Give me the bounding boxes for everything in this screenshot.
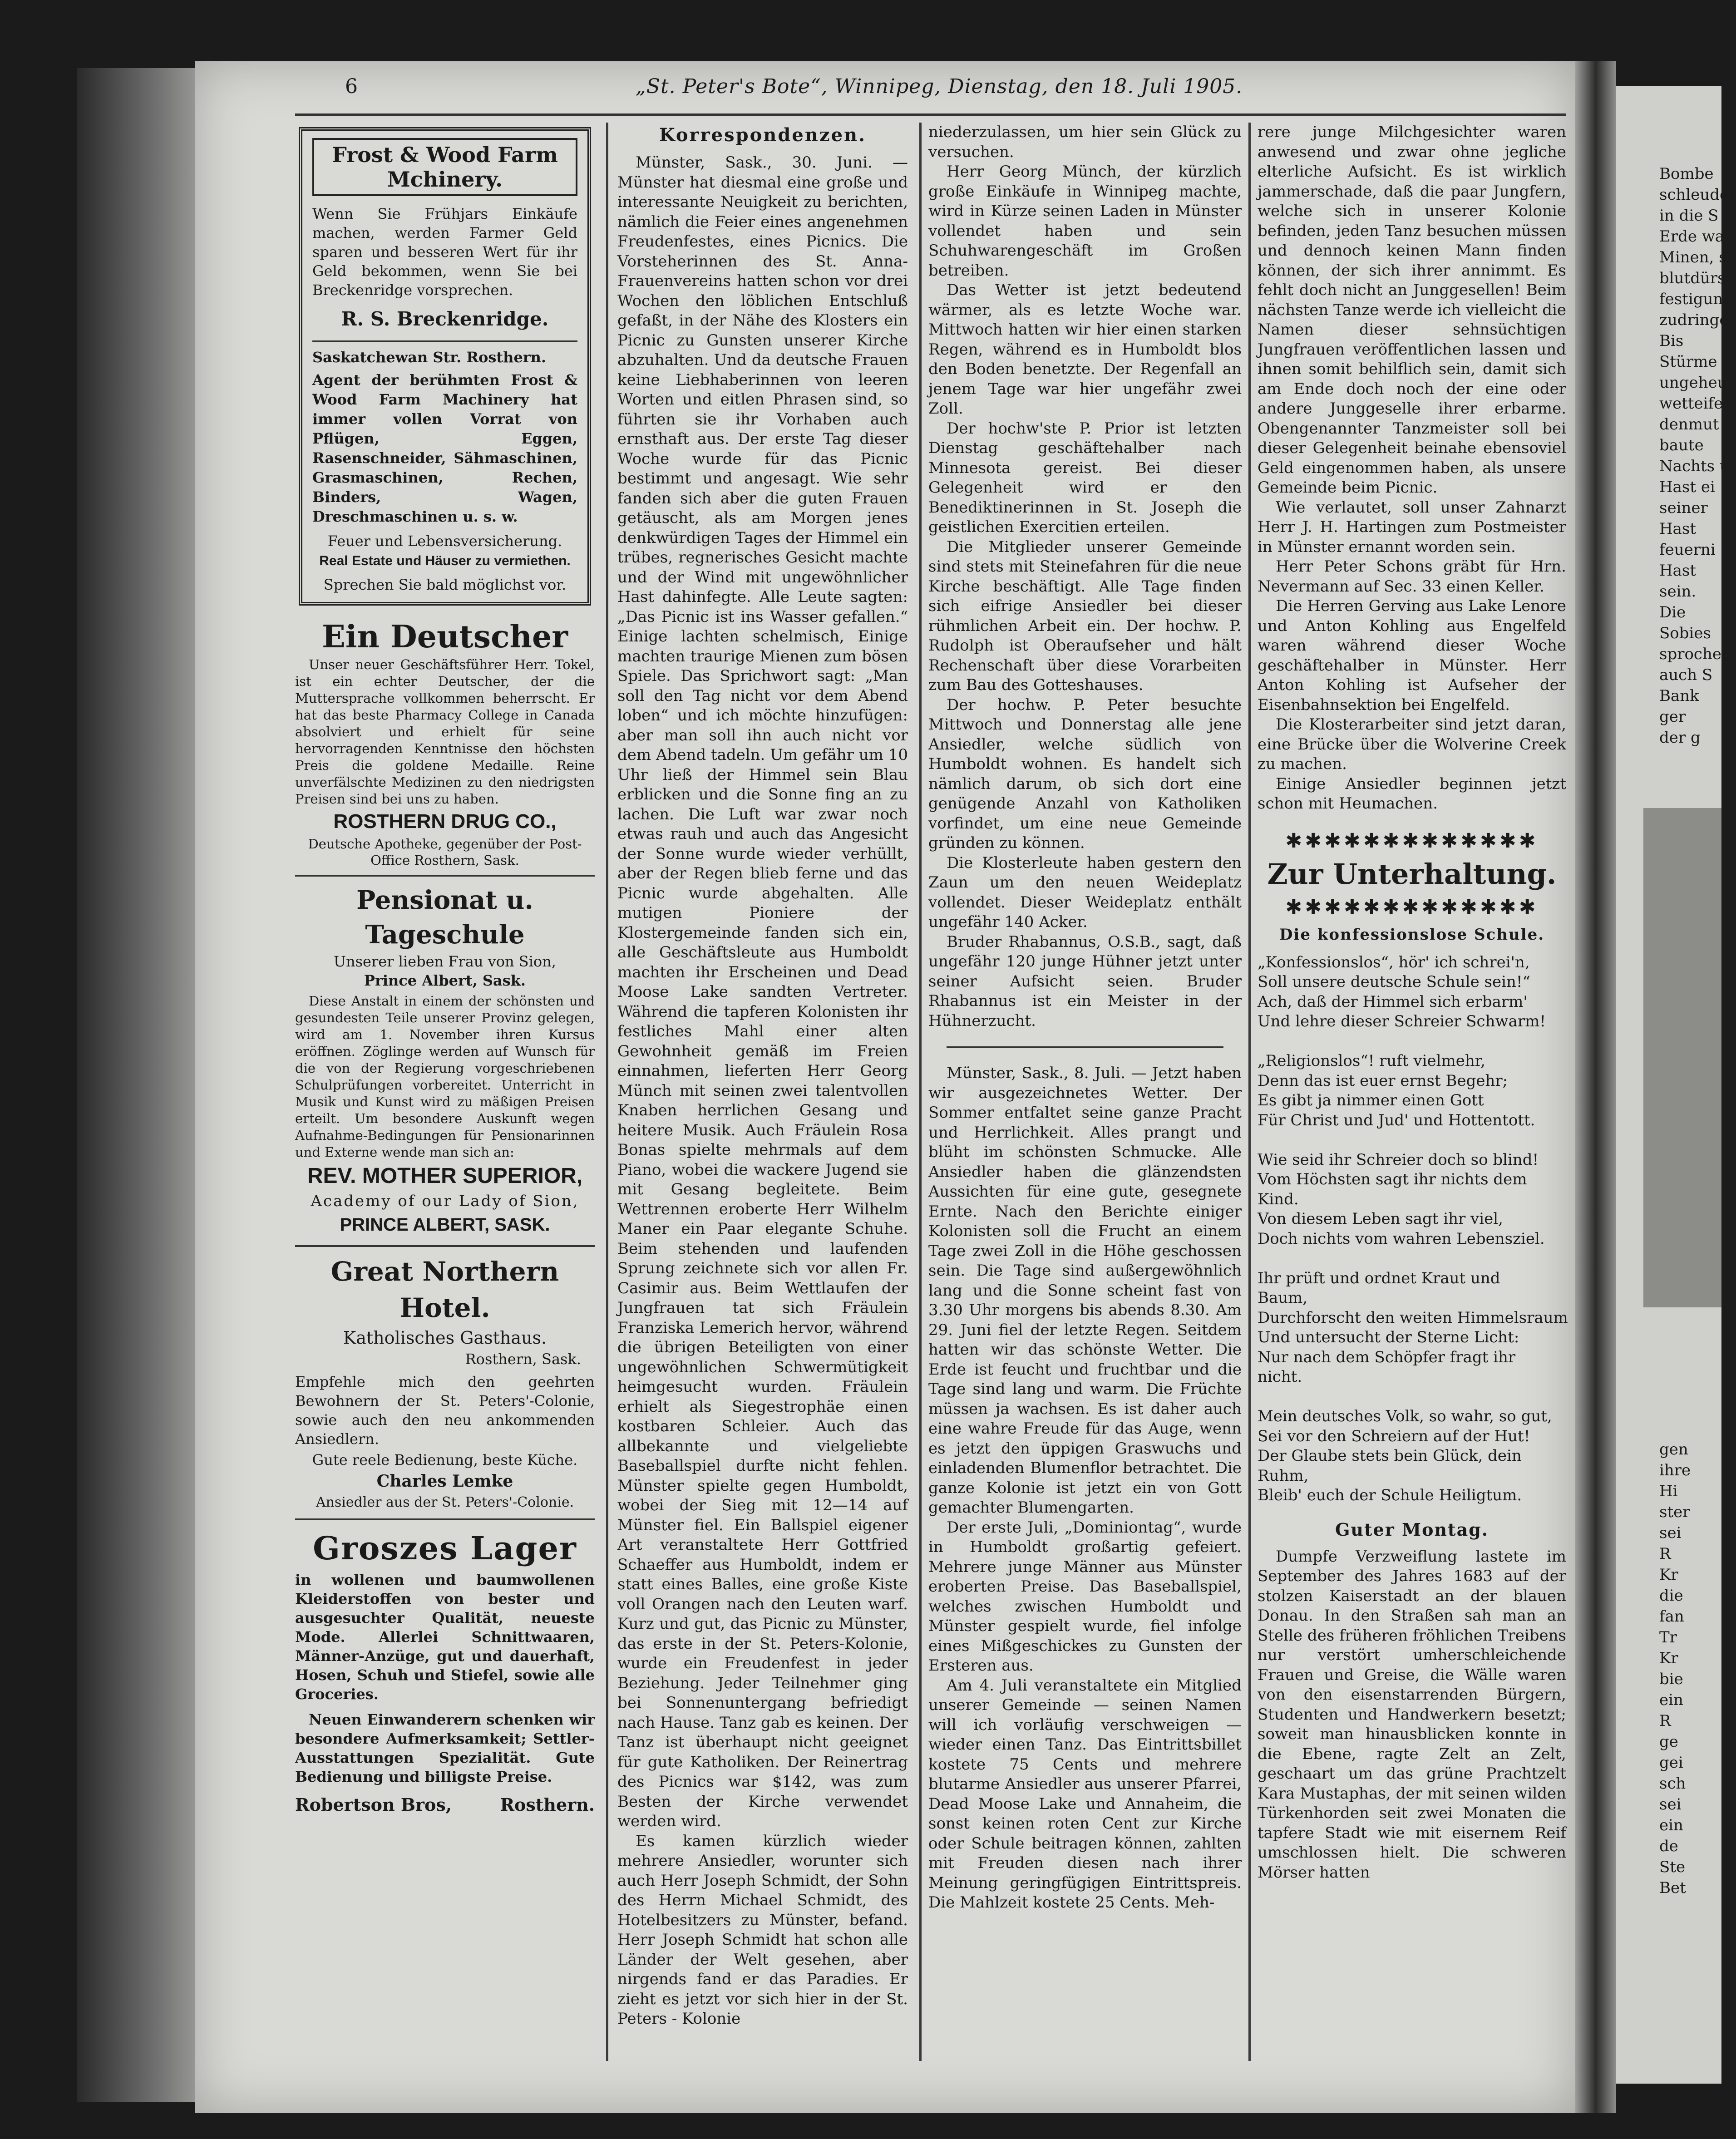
next-page-fragment-line: Hast ei — [1659, 478, 1715, 496]
next-page-fragment-top — [1659, 163, 1736, 748]
next-page-fragment-line: in die S — [1659, 207, 1719, 225]
book-binding-shadow — [77, 68, 200, 2102]
ad-subtitle: Katholisches Gasthaus. — [343, 1328, 547, 1348]
article-paragraph: Bruder Rhabannus, O.S.B., sagt, daß ungefähr 120 junge Hühner jetzt unter seiner Aufsicht seien. Bruder Rhabannus ist ein Meister in der Hühnerzucht. — [928, 932, 1242, 1030]
article-paragraph: Der hochw. P. Peter besuchte Mittwoch und Donnerstag alle jene Ansiedler, welche südlich von Humboldt wohnen. Es handelt sich nämlich darum, ob sich dort eine genügende Anzahl von Katholiken vorfindet, um eine neue Gemeinde gründen zu können. — [928, 695, 1242, 852]
correspondence-text — [617, 153, 908, 2029]
ad-title: Groszes Lager — [313, 1529, 577, 1567]
page-number: 6 — [345, 75, 358, 98]
ad-offer: Neuen Einwanderern schenken wir besondere Aufmerksamkeit; Settler-Ausstattungen Spezialität. Gute Bedienung und billigste Preise. — [295, 1711, 595, 1785]
header-rule — [295, 113, 1566, 116]
correspondence-column-1 — [617, 123, 908, 2061]
book-gutter — [1575, 61, 1616, 2113]
poem-line: Es gibt ja nimmer einen Gott — [1258, 1091, 1484, 1109]
poem-line: Sei vor den Schreiern auf der Hut! — [1258, 1427, 1530, 1445]
ornamental-border: ✱✱✱✱✱✱✱✱✱✱✱✱✱ — [1285, 829, 1539, 853]
article-divider — [947, 1046, 1223, 1048]
column-rule — [1248, 123, 1251, 2061]
article-paragraph: Die Herren Gerving aus Lake Lenore und Anton Kohling aus Engelfeld waren während dieser Woche geschäftehalber in Münster. Herr Anton Kohling ist Aufseher der Eisenbahnsektion bei Engelfeld. — [1258, 597, 1566, 714]
article-paragraph: Es kamen kürzlich wieder mehrere Ansiedler, worunter sich auch Herr Joseph Schmidt, der Sohn des Herrn Michael Schmidt, des Hotelbesitzers zu Münster, befand. Herr Joseph Schmidt hat schon alle Länder der Welt gesehen, aber nirgends fand er das Paradies. Er zieht es jetzt vor sich hier in der St. Peters - Kolonie — [617, 1832, 908, 2028]
ad-city: PRINCE ALBERT, SASK. — [340, 1215, 550, 1235]
ornamental-border: ✱✱✱✱✱✱✱✱✱✱✱✱✱ — [1285, 895, 1539, 919]
ad-merchant-town: Rosthern. — [500, 1794, 595, 1815]
next-page-fragment-bottom — [1659, 1439, 1723, 1898]
next-page-fragment-line: festigung — [1659, 290, 1733, 308]
poem-line: Vom Höchsten sagt ihr nichts dem — [1258, 1170, 1527, 1188]
ad-real-estate: Real Estate und Häuser zu vermiethen. — [319, 553, 571, 568]
next-page-fragment-line: ger — [1659, 708, 1686, 726]
column-rule — [919, 123, 922, 2061]
next-page-fragment-line: Hast — [1659, 520, 1697, 538]
ad-contact: REV. MOTHER SUPERIOR, — [307, 1164, 583, 1188]
next-page-fragment-line: ein — [1659, 1816, 1683, 1834]
article-paragraph: Herr Peter Schons gräbt für Hrn. Nevermann auf Sec. 33 einen Keller. — [1258, 557, 1566, 596]
next-page-fragment-line: der g — [1659, 729, 1701, 747]
ad-name: R. S. Breckenridge. — [341, 308, 549, 330]
next-page-fragment-line: ungeheu — [1659, 374, 1727, 392]
next-page-fragment-line: schleuder — [1659, 186, 1736, 204]
correspondence-column-2 — [928, 123, 1242, 2061]
hotel-ad — [295, 1253, 595, 1520]
article-paragraph: rere junge Milchgesichter waren anwesend und zwar ohne jegliche elterliche Aufsicht. Es ist wirklich jammerschade, daß die paar Jungfern, welche sich in unserer Kolonie befinden, jeden Tanz besuchen müssen und dennoch keinen Mann finden können, der sich ihrer annimmt. Es fehlt doch nicht an Junggesellen! Beim nächsten Tanze werde ich vielleicht die Namen dieser sehnsüchtigen Jungfrauen veröffentlichen lassen und ihnen somit behilflich sein, damit sich am Ende doch noch der eine oder andere Junggeselle ihrer erbarme. Obengenannter Tanzmeister soll bei dieser Gelegenheit beinahe ebensoviel Geld eingenommen haben, als unsere Gemeinde beim Picnic. — [1258, 123, 1566, 497]
next-page-fragment-line: ein — [1659, 1691, 1683, 1709]
next-page-fragment-line: R — [1659, 1545, 1671, 1563]
poem-line: „Religionslos“! ruft vielmehr, — [1258, 1052, 1486, 1070]
ad-place: Rosthern, Sask. — [465, 1350, 581, 1368]
poem-line: Denn das ist euer ernst Begehr; — [1258, 1071, 1508, 1090]
next-page-fragment-line: baute — [1659, 436, 1704, 454]
article-paragraph: Münster, Sask., 30. Juni. — Münster hat diesmal eine große und interessante Neuigkeit zu berichten, nämlich die Feier eines angenehmen Freudenfestes, eines Picnics. Die Vorsteherinnen des St. Anna-Frauenvereins hatten schon vor drei Wochen den löblichen Entschluß gefaßt, in der Nähe des Klosters ein Picnic zu Gunsten unserer Kirche abzuhalten. Und da deutsche Frauen keine Liebhaberinnen von leeren Worten und eitlen Phrasen sind, so führten sie ihr Vorhaben auch ernsthaft aus. Der erste Tag dieser Woche wurde für das Picnic bestimmt und angesagt. Wie sehr fanden sich aber die guten Frauen getäuscht, als am Morgen jenes denkwürdigen Tages der Himmel ein trübes, regnerisches Gesicht machte und der Wind mit ungewöhnlicher Hast dahinfegte. Alle Leute sagten: „Das Picnic ist ins Wasser gefallen.“ Einige lachten schelmisch, Einige machten traurige Mienen zum bösen Spiele. Das Sprichwort sagt: „Man soll den Tag nicht vor dem Abend loben“ und ich möchte hinzufügen: aber man soll ihn auch nicht vor dem Abend tadeln. Um gefähr um 10 Uhr ließ der Himmel sein Blau erblicken und die Sonne fing an zu lachen. Die Luft war zwar noch etwas rauh und auch das Angesicht der Sonne wurde wieder verhüllt, aber der Regen blieb ferne und das Picnic wurde abgehalten. Alle mutigen Pioniere der Klostergemeinde fanden sich ein, alle Geschäftsleute aus Humboldt machten ihr Erscheinen und Dead Moose Lake sandten Vertreter. Während die tapferen Kolonisten ihr festliches Mahl einer alten Gewohnheit gemäß im Freien einnahmen, lieferten Herr Georg Münch mit seinen zwei talentvollen Knaben herrlichen Gesang und heitere Musik. Auch Fräulein Rosa Bonas spielte mehrmals auf dem Piano, wobei die wackere Jugend sie mit Gesang begleitete. Beim Wettrennen eroberte Herr Wilhelm Maner ein Paar elegante Schuhe. Beim stehenden und laufenden Sprung zeichnete sich vor allen Fr. Casimir aus. Beim Wettlaufen der Jungfrauen tat sich Fräulein Franziska Lemerich hervor, während die übrigen Beteiligten von einer ungewöhnlichen Schwermütigkeit heimgesucht wurden. Fräulein erhielt als Siegestrophäe einen kostbaren Schleier. Auch das allbekannte und vielgeliebte Baseballspiel durfte nicht fehlen. Münster spielte gegen Humboldt, wobei der Sieg mit 12—14 auf Münster fiel. Ein Ballspiel eigener Art veranstaltete Herr Gottfried Schaeffer aus Humboldt, indem er statt eines Balles, eine große Kiste voll Orangen nach den Leuten warf. Kurz und gut, das Picnic zu Münster, das erste in der St. Peters-Kolonie, wurde ein Freudenfest in jeder Beziehung. Jeder Teilnehmer ging bei Sonnenuntergang befriedigt nach Hause. Tanz gab es keinen. Der Tanz ist überhaupt nicht geeignet für gute Katholiken. Der Reinertrag des Picnics war $142, was zum Besten der Kirche verwendet werden wird. — [617, 153, 908, 1830]
ad-address: Deutsche Apotheke, gegenüber der Post-Office Rosthern, Sask. — [308, 836, 582, 868]
poem-line — [1258, 1130, 1566, 1150]
story-text — [1258, 1547, 1566, 1883]
next-page-fragment-line: Bank — [1659, 687, 1699, 705]
poem-line: Wie seid ihr Schreier doch so blind! — [1258, 1150, 1539, 1169]
article-paragraph: Am 4. Juli veranstaltete ein Mitglied unserer Gemeinde — seinen Namen will ich vorläufig verschweigen — wieder einen Tanz. Das Eintrittsbillet kostete 75 Cents und mehrere blutarme Ansiedler aus unserer Pfarrei, Dead Moose Lake und Annaheim, die sonst keinen roten Cent zur Kirche oder Schule beitragen können, zahlten mit Freuden diesen nach ihrer Meinung geringfügigen Eintrittspreis. Die Mahlzeit kostete 25 Cents. Meh- — [928, 1676, 1242, 1912]
article-paragraph: Herr Georg Münch, der kürzlich große Einkäufe in Winnipeg machte, wird in Kürze seinen Laden in Münster vollendet haben und sein Schuhwarengeschäft im Großen betreiben. — [928, 163, 1242, 280]
ad-place: Prince Albert, Sask. — [364, 972, 526, 989]
next-page-fragment-line: sprochen — [1659, 645, 1731, 663]
next-page-fragment-line: ge — [1659, 1733, 1678, 1751]
section-banner: Zur Unterhaltung. — [1267, 857, 1557, 891]
next-page-fragment-line: R — [1659, 1712, 1671, 1730]
next-page-illustration — [1643, 808, 1721, 1307]
next-page-fragment-line: Nachts u — [1659, 457, 1730, 475]
poem-line: Und untersucht der Sterne Licht: — [1258, 1328, 1519, 1346]
article-paragraph: Die Mitglieder unserer Gemeinde sind stets mit Steinefahren für die neue Kirche beschäftigt. Alle Tage finden sich eifrige Ansiedler bei dieser rühmlichen Arbeit ein. Der hochw. P. Rudolph ist Oberaufseher und hält Rechenschaft über diese Vorarbeiten zum Bau des Gotteshauses. — [928, 537, 1242, 694]
story-title: Guter Montag. — [1335, 1519, 1489, 1540]
next-page-fragment-line: bie — [1659, 1670, 1683, 1688]
article-paragraph: Wie verlautet, soll unser Zahnarzt Herr J. H. Hartingen zum Postmeister in Münster ernannt worden sein. — [1258, 498, 1566, 556]
next-page-fragment-line: Minen, s — [1659, 248, 1727, 266]
article-paragraph: Der hochw'ste P. Prior ist letzten Dienstag geschäftehalber nach Minnesota gereist. Bei dieser Gelegenheit wird er den Benediktinerinnen in St. Joseph die geistlichen Exercitien erteilen. — [928, 419, 1242, 536]
next-page-fragment-line: Bet — [1659, 1879, 1686, 1897]
next-page-fragment-line: gen — [1659, 1440, 1688, 1459]
next-page-fragment-line: ihre — [1659, 1461, 1691, 1479]
next-page-fragment-line: sei — [1659, 1795, 1682, 1814]
next-page-fragment-line: sch — [1659, 1774, 1686, 1793]
next-page-fragment-line: sein. — [1659, 582, 1697, 601]
poem-line: Soll unsere deutsche Schule sein!“ — [1258, 973, 1530, 991]
ad-body: Empfehle mich den geehrten Bewohnern der St. Peters'-Colonie, sowie auch den neu ankommenden Ansiedlern. — [295, 1373, 595, 1448]
poem-line: Mein deutsches Volk, so wahr, so gut, — [1258, 1407, 1552, 1425]
ad-service: Gute reele Bedienung, beste Küche. — [312, 1451, 578, 1469]
ad-title: Frost & Wood Farm Mchinery. — [312, 138, 577, 196]
poem-line — [1258, 1387, 1566, 1407]
next-page-fragment-line: Tr — [1659, 1628, 1677, 1646]
poem-line: Der Glaube stets bein Glück, dein — [1258, 1447, 1522, 1465]
ad-body: Unser neuer Geschäftsführer Herr. Tokel, ist ein echter Deutscher, der die Muttersprache vollkommen beherrscht. Er hat das beste Pharmacy College in Canada absolviert und erhielt für seine hervorragenden Kenntnisse den höchsten Preis die goldene Medaille. Reine unverfälschte Medizinen zu den niedrigsten Preisen sind bei uns zu haben. — [295, 657, 595, 807]
next-page-fragment-line: Erde wa — [1659, 227, 1725, 246]
story-paragraph: Dumpfe Verzweiflung lastete im September des Jahres 1683 auf der stolzen Kaiserstadt an der blauen Donau. In den Straßen sah man an Stelle des früheren fröhlichen Treibens nur verstört umherschleichende Frauen und Greise, die Wälle waren von den eisenstarrenden Bürgern, Studenten und Handwerkern besetzt; soweit man hinausblicken konnte in die Ebene, ragte Zelt an Zelt, geschaart um das grüne Prachtzelt Kara Mustaphas, der mit seinen wilden Türkenhorden seit zwei Monaten die tapfere Stadt wie mit eisernem Reif umschlossen hielt. Die schweren Mörser hatten — [1258, 1547, 1566, 1882]
school-ad — [295, 883, 595, 1247]
article-paragraph: Der erste Juli, „Dominiontag“, wurde in Humboldt großartig gefeiert. Mehrere junge Männer aus Münster eroberten Preise. Das Baseballspiel, welches zwischen Humboldt und Münster gespielt wurde, fiel infolge eines Mißgeschickes zu Gunsten der Ersteren aus. — [928, 1518, 1242, 1675]
ad-insurance: Feuer und Lebensversicherung. — [327, 532, 562, 550]
article-paragraph: Das Wetter ist jetzt bedeutend wärmer, als es letzte Woche war. Mittwoch hatten wir hier einen starken Regen, während es in Humboldt blos den Boden benetzte. Der Regenfall an jenem Tage war hier ungefähr zwei Zoll. — [928, 281, 1242, 418]
next-page-fragment-line: Sobies — [1659, 624, 1711, 642]
ad-intro: Wenn Sie Frühjars Einkäufe machen, werden Farmer Geld sparen und besseren Wert für ihr Geld bekommen, wenn Sie bei Breckenridge vorsprechen. — [312, 205, 577, 299]
frost-wood-ad — [299, 127, 591, 606]
poem-line: Und lehre dieser Schreier Schwarm! — [1258, 1012, 1546, 1030]
next-page-fragment-line: auch S — [1659, 666, 1713, 684]
article-paragraph: niederzulassen, um hier sein Glück zu versuchen. — [928, 123, 1242, 161]
poem-line: Kind. — [1258, 1190, 1299, 1208]
ad-street: Saskatchewan Str. Rosthern. — [312, 349, 547, 366]
next-page-fragment-line: blutdürs — [1659, 269, 1726, 287]
ad-body: Agent der berühmten Frost & Wood Farm Machinery hat immer vollen Vorrat von Pflügen, Eggen, Rasenschneider, Sähmaschinen, Grasmaschinen, Rechen, Binders, Wagen, Dreschmaschinen u. s. w. — [312, 371, 577, 525]
next-page-fragment-line: seiner — [1659, 499, 1708, 517]
poem-line: Bleib' euch der Schule Heiligtum. — [1258, 1486, 1522, 1504]
article-paragraph: Einige Ansiedler beginnen jetzt schon mit Heumachen. — [1258, 774, 1566, 813]
ad-title: Great Northern Hotel. — [330, 1256, 559, 1323]
poem-line: Für Christ und Jud' und Hottentott. — [1258, 1111, 1535, 1129]
poem-line: Baum, — [1258, 1289, 1308, 1307]
correspondence-text — [928, 1064, 1242, 1913]
section-title: Korrespondenzen. — [659, 124, 867, 146]
next-page-strip — [1616, 86, 1736, 2084]
next-page-fragment-line: Kr — [1659, 1649, 1678, 1667]
ad-body: in wollenen und baumwollenen Kleiderstoffen von bester und ausgesuchter Qualität, neueste Mode. Allerlei Schnittwaaren, Männer-Anzüge, gut und dauerhaft, Hosen, Schuh und Stiefel, sowie alle Groceries. — [295, 1571, 595, 1703]
ad-merchant-line — [295, 1794, 595, 1815]
poem-line: Ach, daß der Himmel sich erbarm' — [1258, 992, 1528, 1011]
next-page-fragment-line: gei — [1659, 1754, 1683, 1772]
ad-closing: Sprechen Sie bald möglichst vor. — [323, 576, 567, 593]
next-page-fragment-line: Stürme — [1659, 353, 1717, 371]
poem — [1258, 953, 1566, 1506]
next-page-fragment-line: Bombe — [1659, 165, 1714, 183]
next-page-fragment-line: wetteife — [1659, 394, 1723, 413]
correspondence-text — [928, 123, 1242, 1031]
article-paragraph: Die Klosterleute haben gestern den Zaun um den neuen Weideplatz vollendet. Dieser Weideplatz enthält ungefähr 140 Acker. — [928, 853, 1242, 931]
poem-line: Ruhm, — [1258, 1466, 1309, 1485]
next-page-fragment-line: denmut — [1659, 415, 1719, 434]
next-page-fragment-line: die — [1659, 1587, 1683, 1605]
next-page-fragment-line: zudringe — [1659, 311, 1729, 329]
column-4 — [1258, 123, 1566, 2061]
poem-line: „Konfessionslos“, hör' ich schrei'n, — [1258, 953, 1530, 971]
next-page-fragment-line: ster — [1659, 1503, 1690, 1521]
poem-line: Durchforscht den weiten Himmelsraum — [1258, 1308, 1568, 1327]
next-page-fragment-line: Hast — [1659, 562, 1697, 580]
drugstore-ad — [295, 617, 595, 877]
ad-academy: Academy of our Lady of Sion, — [311, 1192, 579, 1210]
ad-merchant: Robertson Bros, — [295, 1794, 452, 1815]
ad-owner-note: Ansiedler aus der St. Peters'-Colonie. — [316, 1494, 574, 1510]
poem-title: Die konfessionslose Schule. — [1279, 925, 1545, 944]
next-page-fragment-line: sei — [1659, 1524, 1682, 1542]
next-page-fragment-line: Kr — [1659, 1566, 1678, 1584]
ad-subtitle: Unserer lieben Frau von Sion, — [334, 953, 556, 970]
column-rule — [606, 123, 608, 2061]
poem-line — [1258, 1249, 1566, 1269]
next-page-fragment-line: Die — [1659, 603, 1686, 621]
ad-title: Ein Deutscher — [321, 619, 568, 655]
ad-body: Diese Anstalt in einem der schönsten und gesundesten Teile unserer Provinz gelegen, wird am 1. November ihren Kursus eröffnen. Zöglinge werden auf Wunsch für die von der Regierung vorgeschriebenen Schulprüfungen vorbereitet. Unterricht in Musik und Kunst wird zu mäßigen Preisen erteilt. Um besondere Auskunft wegen Aufnahme-Bedingungen für Pensionarinnen und Externe wende man sich an: — [295, 993, 595, 1160]
correspondence-text — [1258, 123, 1566, 814]
next-page-fragment-line: fan — [1659, 1607, 1684, 1626]
poem-line: nicht. — [1258, 1368, 1302, 1386]
next-page-fragment-line: Bis — [1659, 332, 1684, 350]
masthead: „St. Peter's Bote“, Winnipeg, Dienstag, den 18. Juli 1905. — [636, 75, 1243, 98]
next-page-fragment-line: de — [1659, 1837, 1678, 1855]
article-paragraph: Münster, Sask., 8. Juli. — Jetzt haben wir ausgezeichnetes Wetter. Der Sommer entfaltet seine ganze Pracht und Herrlichkeit. Alles prangt und blüht im schönsten Schmucke. Alle Ansiedler haben die glänzendsten Aussichten für eine gute, gesegnete Ernte. Nach den Berichte einiger Kolonisten soll die Frucht an einem Tage zwei Zoll in die Höhe geschossen sein. Die Tage sind außergewöhnlich lang und die Sonne scheint fast von 3.30 Uhr morgens bis abends 8.30. Am 29. Juni fiel der letzte Regen. Seitdem hatten wir das schönste Wetter. Die Erde ist feucht und fruchtbar und die Tage sind lang und warm. Die Früchte müssen ja wachsen. Es ist daher auch eine wahre Freude für das Auge, wenn es jetzt den üppigen Graswuchs und einladenden Blumenflor betrachtet. Die ganze Kolonie ist jetzt ein von Gott gemachter Blumengarten. — [928, 1064, 1242, 1517]
ad-company: ROSTHERN DRUG CO., — [333, 810, 557, 833]
ads-column — [295, 123, 595, 2056]
poem-line: Doch nichts vom wahren Lebensziel. — [1258, 1229, 1545, 1248]
next-page-fragment-line: feuerni — [1659, 541, 1716, 559]
poem-line — [1258, 1032, 1566, 1052]
ad-owner: Charles Lemke — [376, 1472, 513, 1491]
next-page-fragment-line: Ste — [1659, 1858, 1686, 1876]
store-ad — [295, 1527, 595, 1821]
poem-line: Nur nach dem Schöpfer fragt ihr — [1258, 1348, 1516, 1366]
page-header — [345, 75, 1571, 107]
article-paragraph: Die Klosterarbeiter sind jetzt daran, eine Brücke über die Wolverine Creek zu machen. — [1258, 715, 1566, 773]
next-page-fragment-line: Hi — [1659, 1482, 1678, 1500]
poem-line: Von diesem Leben sagt ihr viel, — [1258, 1210, 1503, 1228]
ad-title: Pensionat u. Tageschule — [356, 885, 533, 950]
poem-line: Ihr prüft und ordnet Kraut und — [1258, 1269, 1500, 1287]
